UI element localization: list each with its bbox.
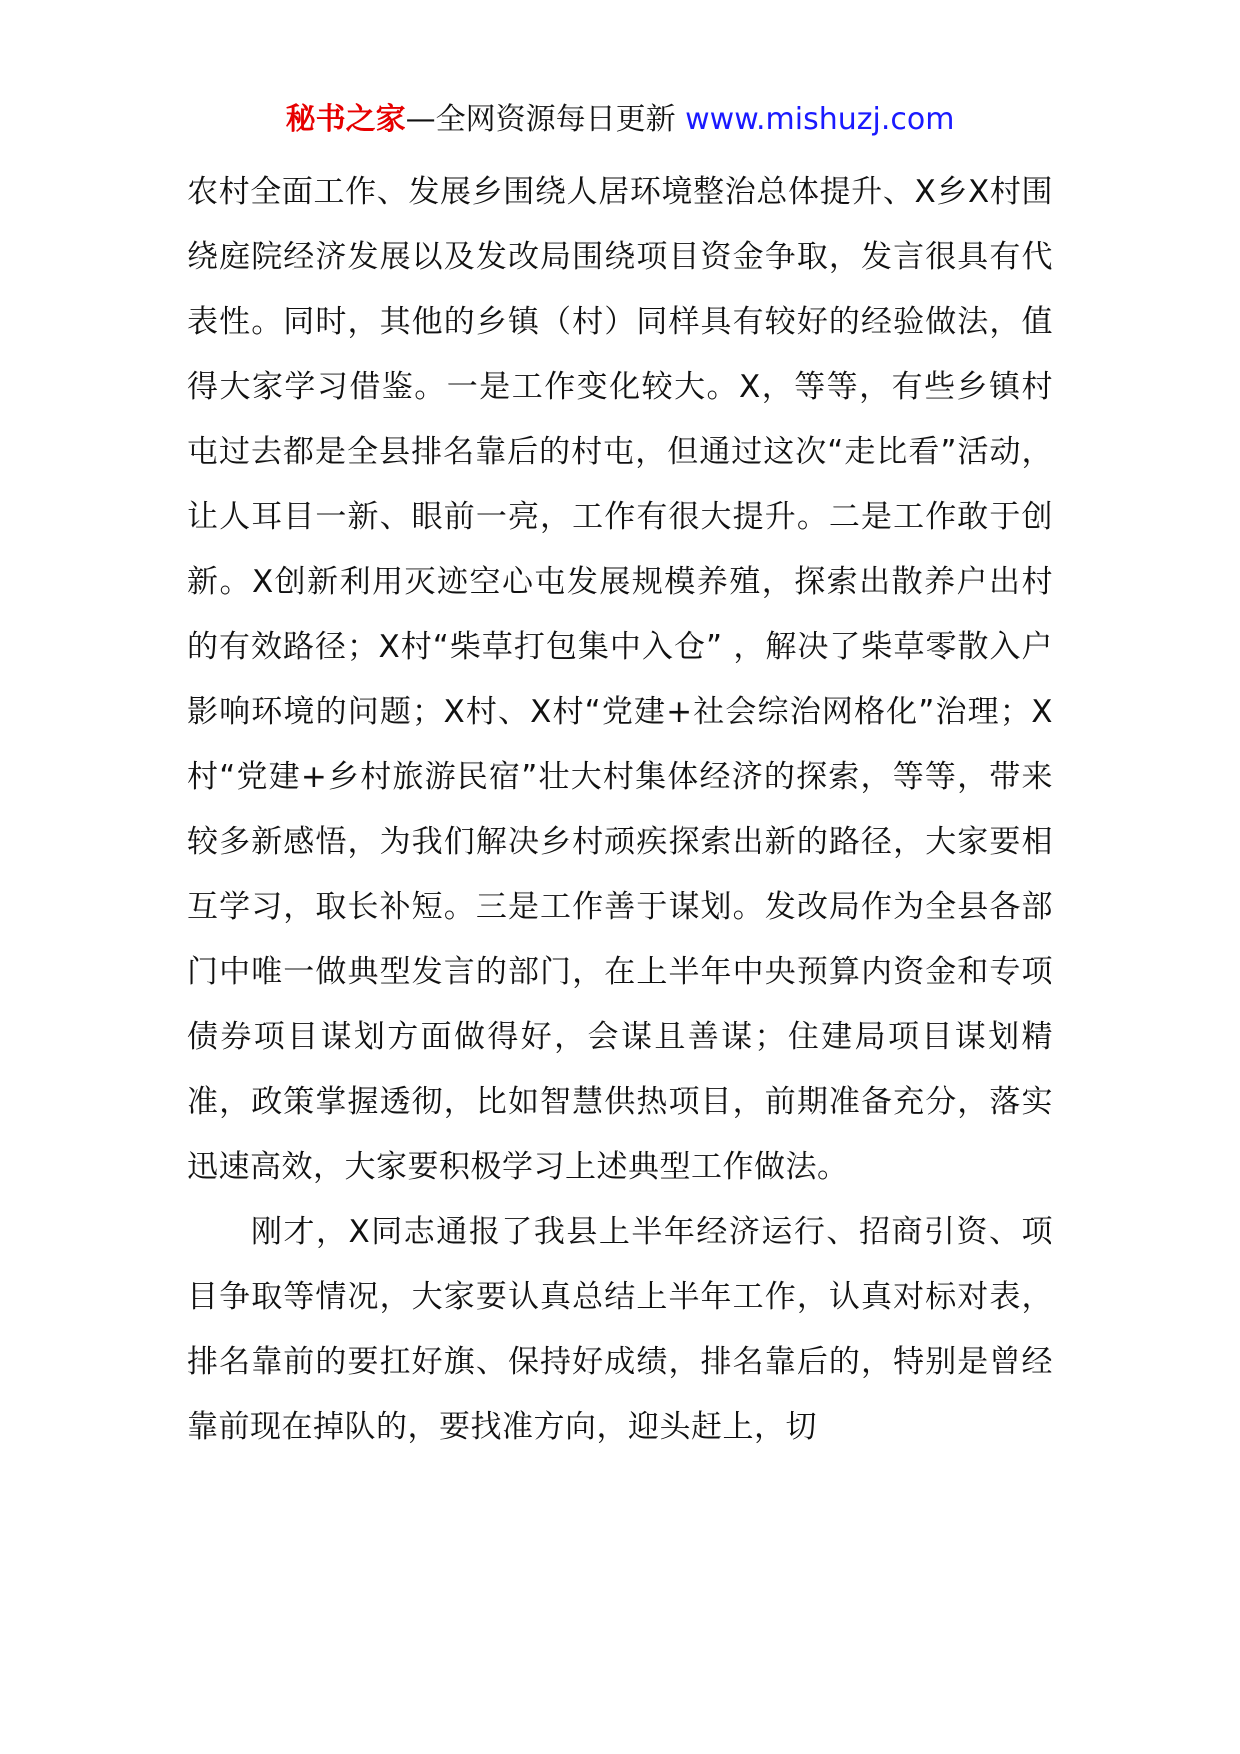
brand-name: 秘书之家 xyxy=(285,102,406,137)
document-body xyxy=(187,160,1053,1460)
site-slogan: —全网资源每日更新 xyxy=(405,102,686,137)
body-paragraph: 刚才，X同志通报了我县上半年经济运行、招商引资、项目争取等情况，大家要认真总结上半年工作，认真对标对表，排名靠前的要扛好旗、保持好成绩，排名靠后的，特别是曾经靠前现在掉队的，要找准方向，迎头赶上，切 xyxy=(187,1214,1053,1445)
body-paragraph-continued: 农村全面工作、发展乡围绕人居环境整治总体提升、X乡X村围绕庭院经济发展以及发改局围绕项目资金争取，发言很具有代表性。同时，其他的乡镇（村）同样具有较好的经验做法，值得大家学习借鉴。一是工作变化较大。X，等等，有些乡镇村屯过去都是全县排名靠后的村屯，但通过这次“走比看”活动，让人耳目一新、眼前一亮，工作有很大提升。二是工作敢于创新。X创新利用灭迹空心屯发展规模养殖，探索出散养户出村的有效路径；X村“柴草打包集中入仓” ，解决了柴草零散入户影响环境的问题；X村、X村“党建+社会综治网格化”治理；X村“党建+乡村旅游民宿”壮大村集体经济的探索，等等，带来较多新感悟，为我们解决乡村顽疾探索出新的路径，大家要相互学习，取长补短。三是工作善于谋划。发改局作为全县各部门中唯一做典型发言的部门，在上半年中央预算内资金和专项债券项目谋划方面做得好，会谋且善谋；住建局项目谋划精准，政策掌握透彻，比如智慧供热项目，前期准备充分，落实迅速高效，大家要积极学习上述典型工作做法。 xyxy=(187,174,1053,1185)
site-url-link[interactable]: www.mishuzj.com xyxy=(685,102,955,137)
site-header xyxy=(0,100,1240,140)
